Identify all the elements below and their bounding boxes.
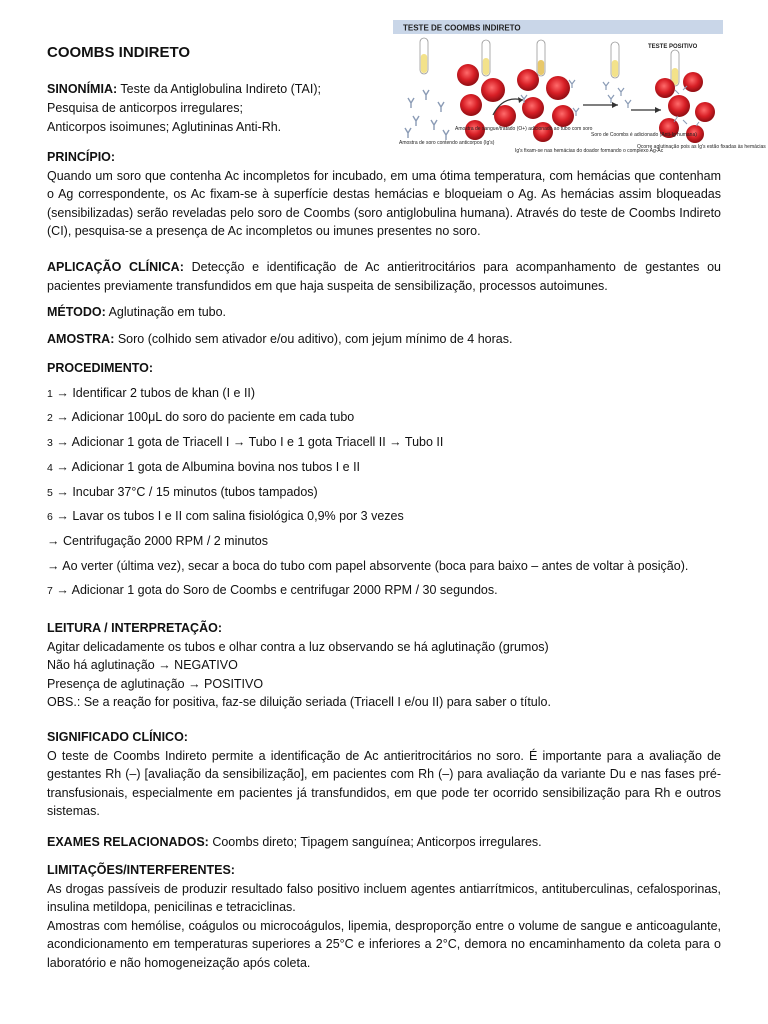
leitura-line4: OBS.: Se a reação for positiva, faz-se diluição seriada (Triacell I e/ou II) para saber o título. (47, 695, 551, 709)
figure-caption-3: Ig's fixam-se nas hemácias do doador formando o complexo Ag-Ac (515, 148, 664, 154)
coombs-diagram (393, 20, 766, 165)
arrow-icon: → (56, 435, 72, 449)
sinonimia-label: SINONÍMIA: (47, 82, 118, 96)
leitura-label: LEITURA / INTERPRETAÇÃO: (47, 621, 222, 635)
limitacoes-text1: As drogas passíveis de produzir resultado falso positivo incluem agentes antiarrítmicos, antituberculinas, cefalosporinas, insulina metildopa, penicilinas e tetraciclinas. (47, 881, 721, 914)
tube-icon (671, 50, 679, 86)
limitacoes-text2: Amostras com hemólise, coágulos ou microcoágulos, lipemia, desproporção entre o volume de sangue e anticoagulante, acondicionamento em temperaturas superiores a 25°C e inferiores a 2°C, demora no encaminhamento da coleta para o laboratório e não homogeneização após coleta. (47, 918, 721, 970)
aplicacao-label: APLICAÇÃO CLÍNICA: (47, 260, 184, 274)
step-number: 6 (47, 511, 53, 523)
significado-text: O teste de Coombs Indireto permite a identificação de Ac antieritrocitários no soro. É importante para a avaliação de gestantes Rh (–) [avaliação da sensibilização], em pacientes com Rh (–) para avaliação da variante Du e nas fases pré-transfusionais, especialmente em pacientes já transfundidos, em que pode ter ocorrido sensibilização para Rh e outros sistemas. (47, 748, 721, 818)
sinonimia-line3: Anticorpos isoimunes; Aglutininas Anti-Rh. (47, 120, 282, 134)
coombs-figure (393, 20, 766, 165)
step-text: Lavar os tubos I e II com salina fisiológica 0,9% por 3 vezes (72, 509, 404, 523)
tube-icon (537, 40, 545, 76)
procedure-step (47, 485, 318, 499)
antibody-icon (405, 90, 449, 140)
principio-section (47, 148, 721, 241)
procedure-step (47, 583, 498, 597)
procedure-step (47, 460, 360, 474)
step-text: Ao verter (última vez), secar a boca do tubo com papel absorvente (boca para baixo – antes de voltar à posição). (62, 559, 689, 573)
arrow-icon: → (56, 509, 73, 523)
leitura-line2: Não há aglutinação → NEGATIVO (47, 658, 238, 672)
antibody-icon (603, 82, 631, 108)
metodo-text: Aglutinação em tubo. (108, 305, 227, 319)
arrow-icon: → (56, 460, 72, 474)
procedimento-label: PROCEDIMENTO: (47, 361, 154, 375)
significado-section (47, 728, 721, 821)
exames-text: Coombs direto; Tipagem sanguínea; Anticorpos irregulares. (212, 835, 542, 849)
figure-caption-1: Amostra de soro contendo anticorpos (Ig's) (399, 140, 495, 146)
leitura-line1: Agitar delicadamente os tubos e olhar contra a luz observando se há aglutinação (grumos) (47, 639, 549, 654)
procedure-step (47, 509, 404, 523)
leitura-section (47, 619, 721, 712)
principio-label: PRINCÍPIO: (47, 150, 116, 164)
procedure-step (47, 386, 255, 400)
procedure-step (47, 559, 688, 573)
amostra-label: AMOSTRA: (47, 332, 115, 346)
step-number: 2 (47, 412, 53, 424)
figure-caption-4: Soro de Coombs é adicionado (Anti-Ig humana) (591, 132, 697, 138)
arrow-icon: → (56, 410, 72, 424)
step-text: Centrifugação 2000 RPM / 2 minutos (62, 534, 268, 548)
arrow-icon: → (56, 485, 73, 499)
tube-icon (420, 38, 428, 74)
step-text: Adicionar 1 gota de Triacell I → Tubo I e 1 gota Triacell II → Tubo II (71, 435, 444, 449)
aplicacao-text: Detecção e identificação de Ac antieritrocitários para acompanhamento de gestantes ou pacientes previamente transfundidos em que haja suspeita de sensibilização, processos autoimunes. (47, 260, 722, 293)
step-number: 4 (47, 462, 53, 474)
exames-section (47, 833, 721, 852)
figure-caption-5: Ocorre aglutinação pois as Ig's estão fixadas às hemácias (637, 144, 766, 150)
step-number: 1 (47, 388, 53, 400)
arrow-icon: → (56, 386, 73, 400)
figure-caption-2: Amostra de sangue/tratado (O+) adicionado ao tubo com soro (455, 126, 593, 132)
sinonimia-line2: Pesquisa de anticorpos irregulares; (47, 101, 243, 115)
procedure-step (47, 435, 443, 449)
sinonimia-line1: Teste da Antiglobulina Indireto (TAI); (120, 82, 321, 96)
step-number: 3 (47, 437, 53, 449)
limitacoes-section (47, 861, 721, 972)
page-title: COOMBS INDIRETO (47, 44, 191, 61)
arrow-icon: → (47, 534, 63, 548)
exames-label: EXAMES RELACIONADOS: (47, 835, 209, 849)
step-number: 5 (47, 487, 53, 499)
figure-header: TESTE DE COOMBS INDIRETO (403, 23, 521, 33)
aplicacao-section (47, 258, 721, 295)
step-text: Incubar 37°C / 15 minutos (tubos tampados) (72, 485, 318, 499)
tube-icon (611, 42, 619, 78)
limitacoes-label: LIMITAÇÕES/INTERFERENTES: (47, 863, 235, 877)
principio-text: Quando um soro que contenha Ac incompletos for incubado, em uma ótima temperatura, com hemácias que contenham o Ag correspondente, os Ac fixam-se à superfície destas hemácias e bloqueiam o Ag. As hemácias assim bloqueadas (sensibilizadas) serão reveladas pelo soro de Coombs (soro antiglobulina humana). Através do teste de Coombs Indireto (CI), pesquisa-se a presença de Ac incompletos ou imunes presentes no soro. (47, 168, 721, 238)
procedure-step (47, 534, 268, 548)
amostra-section (47, 330, 721, 349)
step-text: Identificar 2 tubos de khan (I e II) (72, 386, 256, 400)
metodo-section (47, 303, 721, 322)
procedure-step (47, 410, 354, 424)
sinonimia-section (47, 80, 377, 137)
tube-icon (482, 40, 490, 76)
step-text: Adicionar 1 gota de Albumina bovina nos tubos I e II (71, 460, 361, 474)
figure-positive-label: TESTE POSITIVO (648, 44, 698, 50)
amostra-text: Soro (colhido sem ativador e/ou aditivo), com jejum mínimo de 4 horas. (117, 332, 513, 346)
arrow-icon: → (47, 559, 63, 573)
step-text: Adicionar 100μL do soro do paciente em cada tubo (71, 410, 355, 424)
metodo-label: MÉTODO: (47, 305, 106, 319)
significado-label: SIGNIFICADO CLÍNICO: (47, 730, 188, 744)
step-text: Adicionar 1 gota do Soro de Coombs e centrifugar 2000 RPM / 30 segundos. (71, 583, 498, 597)
leitura-line3: Presença de aglutinação → POSITIVO (47, 676, 264, 691)
arrow-icon: → (56, 583, 72, 597)
step-number: 7 (47, 585, 53, 597)
